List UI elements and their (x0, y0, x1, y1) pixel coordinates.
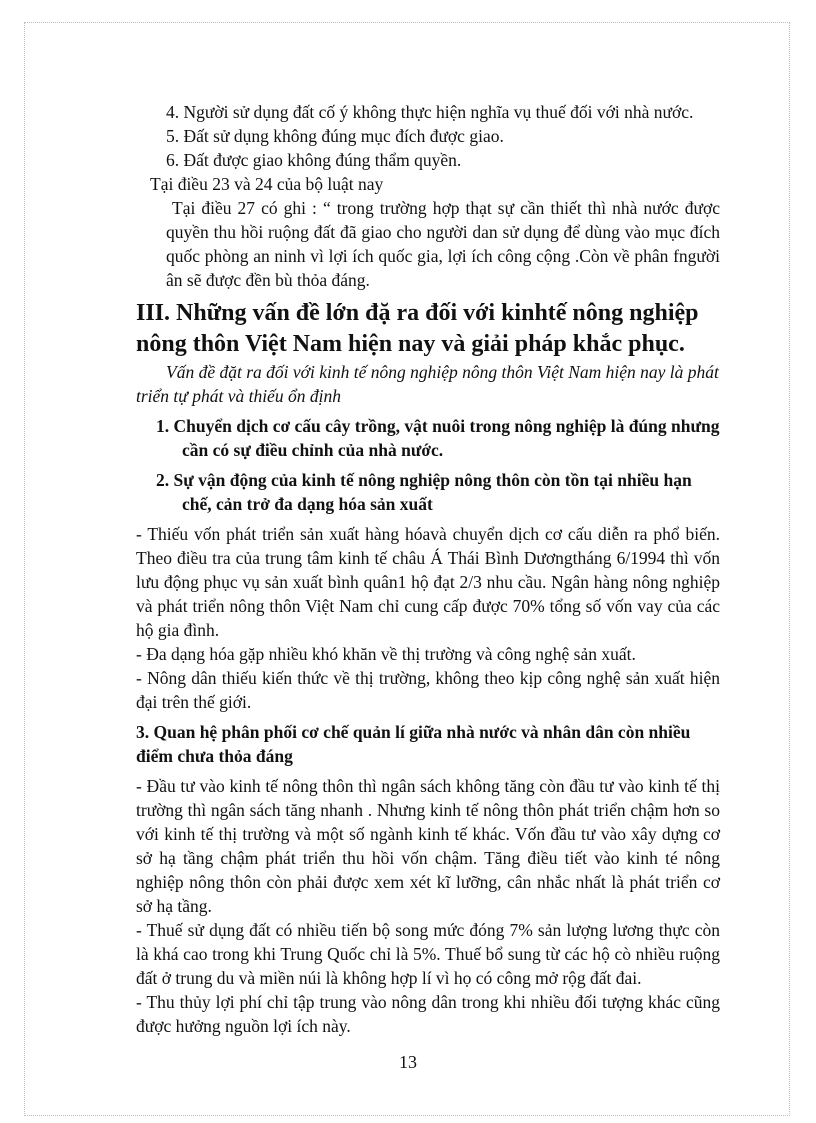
paragraph: - Đa dạng hóa gặp nhiều khó khăn về thị trường và công nghệ sản xuất. (136, 644, 636, 664)
article-reference: Tại điều 23 và 24 của bộ luật nay (150, 174, 384, 194)
paragraph: - Đầu tư vào kinh tế nông thôn thì ngân sách không tăng còn đầu tư vào kinh tế thị trường thì ngân sách tăng nhanh . Nhưng kinh tế nông thôn phát triển chậm hơn so với kinh tế thị trường và một số ngành kinh tế khác. Vốn đầu tư vào xây dựng cơ sở hạ tầng chậm phát triển thu hồi vốn chậm. Tăng điều tiết vào kinh té nông nghiệp nông thôn còn phải được xem xét kĩ lưỡng, cân nhắc nhất là phát triển cơ sở hạ tầng. (136, 776, 720, 916)
section-intro: Vấn đề đặt ra đối với kinh tế nông nghiệp nông thôn Việt Nam hiện nay là phát triển tự phát và thiếu ổn định (136, 362, 719, 406)
paragraph: - Thiếu vốn phát triển sản xuất hàng hóavà chuyển dịch cơ cấu diễn ra phổ biến. Theo điều tra của trung tâm kinh tế châu Á Thái Bình Dươngtháng 6/1994 thì vốn lưu động phục vụ sản xuất bình quân1 hộ đạt 2/3 nhu cầu. Ngân hàng nông nghiệp và phát triển nông thôn Việt Nam chỉ cung cấp được 70% tổng số vốn vay của các hộ gia đình. (136, 524, 720, 640)
subheading-3: 3. Quan hệ phân phối cơ chế quản lí giữa nhà nước và nhân dân còn nhiều điểm chưa thỏa đáng (136, 722, 691, 766)
paragraph: - Thuế sử dụng đất có nhiều tiến bộ song mức đóng 7% sản lượng lương thực còn là khá cao trong khi Trung Quốc chỉ là 5%. Thuế bổ sung từ các hộ cò nhiều ruộng đất ở trung du và miền núi là không hợp lí vì họ có công mở rộg đất đai. (136, 920, 720, 988)
list-item: 5. Đất sử dụng không đúng mục đích được giao. (166, 126, 504, 146)
page-number: 13 (399, 1052, 417, 1072)
section-heading: III. Những vấn đề lớn đặ ra đối với kinhtế nông nghiệp nông thôn Việt Nam hiện nay và giải pháp khắc phục. (136, 300, 699, 357)
subheading-2: 2. Sự vận động của kinh tế nông nghiệp nông thôn còn tồn tại nhiều hạn chế, cản trở đa dạng hóa sản xuất (156, 470, 692, 514)
article-27-paragraph: Tại điều 27 có ghi : “ trong trường hợp thạt sự cần thiết thì nhà nước được quyền thu hồi ruộng đất đã giao cho người dan sử dụng để dùng vào mục đích quốc phòng an ninh vì lợi ích quốc gia, lợi ích công cộng .Còn về phân fngười ân sẽ được đền bù thỏa đáng. (166, 198, 720, 290)
document-body (136, 100, 720, 1038)
subheading-1: 1. Chuyển dịch cơ cấu cây trồng, vật nuôi trong nông nghiệp là đúng nhưng cần có sự điều chỉnh của nhà nước. (156, 416, 720, 460)
list-item: 4. Người sử dụng đất cố ý không thực hiện nghĩa vụ thuế đối với nhà nước. (166, 102, 694, 122)
list-item: 6. Đất được giao không đúng thẩm quyền. (166, 150, 462, 170)
paragraph: - Nông dân thiếu kiến thức về thị trường, không theo kịp công nghệ sản xuất hiện đại trên thế giới. (136, 668, 720, 712)
paragraph: - Thu thủy lợi phí chỉ tập trung vào nông dân trong khi nhiều đối tượng khác cũng được hưởng nguồn lợi ích này. (136, 992, 720, 1036)
